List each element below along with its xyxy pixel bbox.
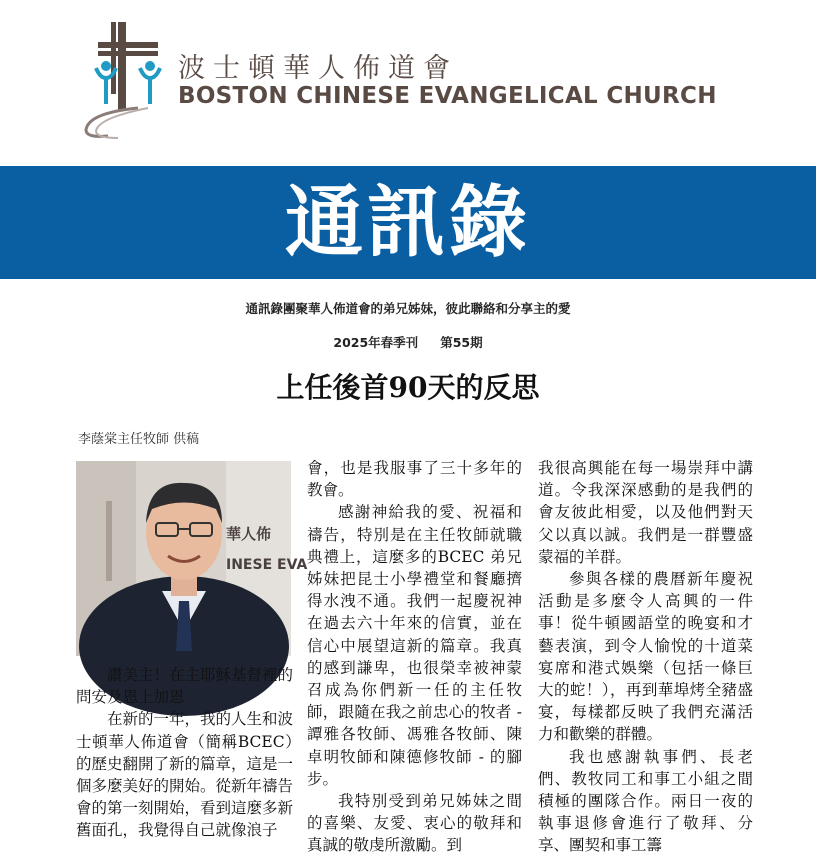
church-name-chinese: 波士頓華人佈道會 xyxy=(178,53,458,84)
svg-text:INESE EVA: INESE EVA xyxy=(226,557,308,573)
newsletter-tagline: 通訊錄團聚華人佈道會的弟兄姊妹，彼此聯絡和分享主的愛 xyxy=(245,301,571,316)
article-title: 上任後首90天的反思 xyxy=(276,371,540,404)
pastor-photo xyxy=(76,461,308,656)
article-column-1 xyxy=(76,664,293,842)
cross-people-logo-icon xyxy=(78,18,173,143)
church-logo xyxy=(78,18,717,143)
newsletter-title: 通訊錄 xyxy=(284,177,531,268)
issue-info xyxy=(0,333,816,351)
issue-season: 2025年春季刊 xyxy=(333,335,419,350)
issue-number: 第55期 xyxy=(440,335,483,350)
article-column-3 xyxy=(538,457,753,857)
article-paragraph: 在新的一年，我的人生和波士頓華人佈道會（簡稱BCEC）的歷史翻開了新的篇章，這是一個多麼美好的開始。從新年禱告會的第一刻開始，看到這麼多新舊面孔，我覺得自己就像浪子 xyxy=(76,710,294,840)
article-paragraph: 讚美主！在主耶穌基督裡的問安及恩上加恩 xyxy=(76,666,294,707)
article-paragraph: 會，也是我服事了三十多年的教會。 xyxy=(307,459,522,500)
church-name-english: BOSTON CHINESE EVANGELICAL CHURCH xyxy=(178,83,717,109)
svg-text:華人佈: 華人佈 xyxy=(226,525,272,543)
article-column-2 xyxy=(307,457,522,857)
article-paragraph: 我也感謝執事們、長老們、教牧同工和事工小組之間積極的團隊合作。兩日一夜的執事退修會進行了敬拜、分享、團契和事工籌 xyxy=(538,747,753,855)
article-paragraph: 參與各樣的農曆新年慶祝活動是多麼令人高興的一件事！從牛頓國語堂的晚宴和才藝表演，到令人愉悅的十道菜宴席和港式娛樂（包括一條巨大的蛇！），再到華埠烤全豬盛宴，每樣都反映了我們充滿活力和歡樂的群體。 xyxy=(538,570,753,744)
newsletter-banner xyxy=(0,166,816,279)
article-paragraph: 我特別受到弟兄姊妹之間的喜樂、友愛、衷心的敬拜和真誠的敬虔所激勵。到 xyxy=(307,792,522,855)
article-byline: 李蔭棠主任牧師 供稿 xyxy=(78,432,200,447)
article-paragraph: 感謝神給我的愛、祝福和禱告，特別是在主任牧師就職典禮上，這麼多的BCEC 弟兄姊妹把昆士小學禮堂和餐廳擠得水洩不通。我們一起慶祝神在過去六十年來的信實，並在信心中展望這新的篇章。我真的感到謙卑，也很榮幸被神蒙召成為你們新一任的主任牧師，跟隨在我之前忠心的牧者 - 譚雅各牧師、馮雅各牧師、陳卓明牧師和陳德修牧師 - 的腳步。 xyxy=(307,503,522,788)
article-paragraph: 我很高興能在每一場崇拜中講道。令我深深感動的是我們的會友彼此相愛，以及他們對天父以真以誠。我們是一群豐盛蒙福的羊群。 xyxy=(538,459,753,566)
